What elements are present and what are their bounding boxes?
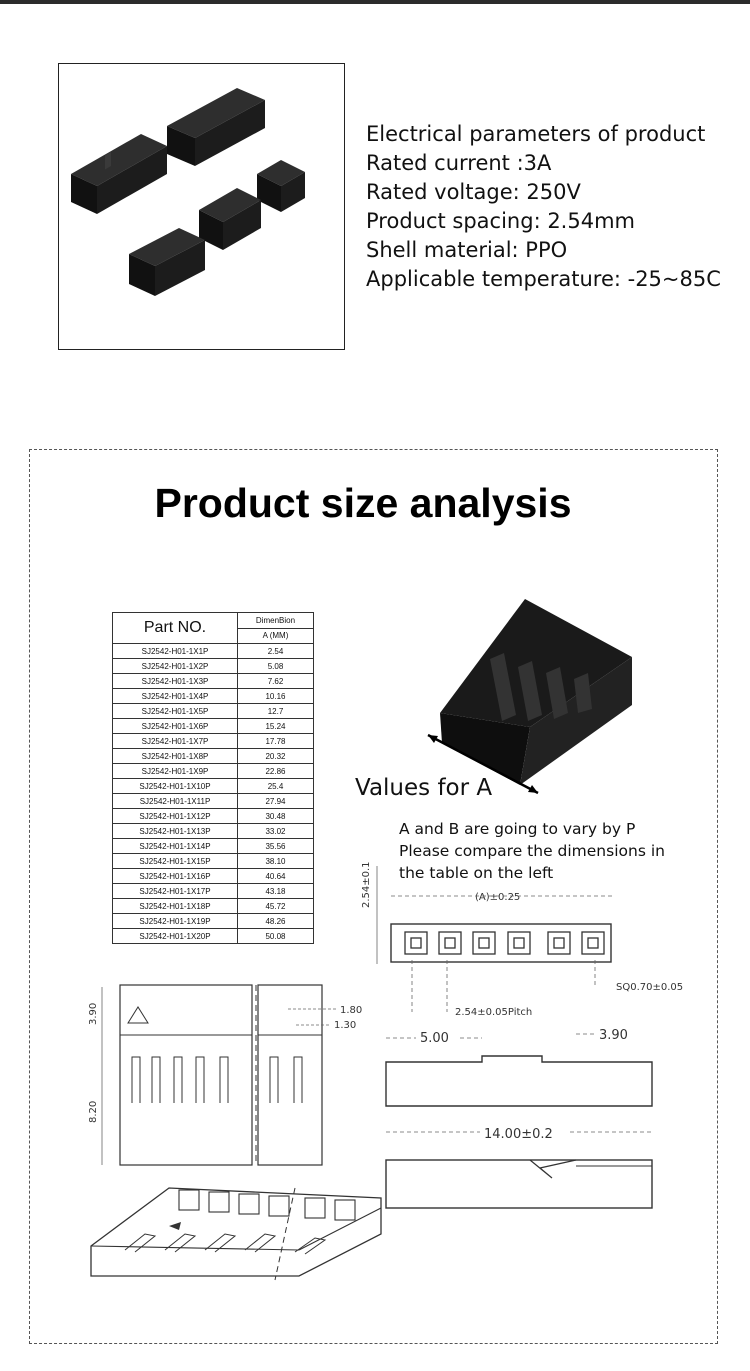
dim-3-90-left: 3.90: [88, 1002, 99, 1025]
part-number-cell: SJ2542-H01-1X13P: [113, 824, 238, 839]
a-mm-header: A (MM): [238, 628, 314, 644]
dimension-a-cell: 12.7: [238, 704, 314, 719]
dim-1-80: 1.80: [340, 1005, 363, 1016]
dimension-a-cell: 7.62: [238, 674, 314, 689]
connector-5pin-right: [167, 88, 265, 166]
dimension-a-cell: 27.94: [238, 794, 314, 809]
dimension-a-cell: 33.02: [238, 824, 314, 839]
part-number-cell: SJ2542-H01-1X6P: [113, 719, 238, 734]
part-number-cell: SJ2542-H01-1X11P: [113, 794, 238, 809]
dim-14-00: 14.00±0.2: [484, 1127, 553, 1142]
side-view-drawing: [380, 1020, 680, 1220]
part-number-cell: SJ2542-H01-1X12P: [113, 809, 238, 824]
top-view-drawing: [355, 860, 725, 1020]
table-row: [113, 869, 314, 884]
part-number-cell: SJ2542-H01-1X16P: [113, 869, 238, 884]
sq-dim: SQ0.70±0.05: [616, 982, 684, 993]
height-dim: 2.54±0.1: [361, 861, 372, 908]
connector-3pin-a: [199, 188, 261, 250]
table-row: [113, 644, 314, 659]
dimension-a-cell: 17.78: [238, 734, 314, 749]
table-row: [113, 659, 314, 674]
connector-2pin: [257, 160, 305, 212]
part-no-header: Part NO.: [113, 613, 238, 644]
product-photo: [58, 63, 345, 350]
dimension-a-cell: 5.08: [238, 659, 314, 674]
dimension-a-cell: 40.64: [238, 869, 314, 884]
connector-iso-drawing: [420, 595, 640, 805]
pitch-dim: 2.54±0.05Pitch: [455, 1007, 533, 1018]
connector-3pin-b: [129, 228, 205, 296]
param-shell-material: Shell material: PPO: [366, 238, 568, 262]
table-row: [113, 914, 314, 929]
param-temperature: Applicable temperature: -25~85C: [366, 267, 721, 291]
dimension-a-cell: 20.32: [238, 749, 314, 764]
part-number-cell: SJ2542-H01-1X9P: [113, 764, 238, 779]
dimension-a-cell: 10.16: [238, 689, 314, 704]
dim-1-30: 1.30: [334, 1020, 357, 1031]
top-bar: [0, 0, 750, 4]
a-dim: (A)±0.25: [475, 892, 521, 903]
dimension-a-cell: 2.54: [238, 644, 314, 659]
table-row: [113, 689, 314, 704]
part-number-cell: SJ2542-H01-1X15P: [113, 854, 238, 869]
table-row: [113, 749, 314, 764]
table-row: [113, 809, 314, 824]
front-view-drawing: [80, 985, 380, 1175]
dim-3-90: 3.90: [599, 1028, 628, 1043]
dimension-a-cell: 43.18: [238, 884, 314, 899]
table-row: [113, 764, 314, 779]
part-number-cell: SJ2542-H01-1X4P: [113, 689, 238, 704]
part-number-cell: SJ2542-H01-1X1P: [113, 644, 238, 659]
table-row: [113, 824, 314, 839]
table-row: [113, 899, 314, 914]
part-number-cell: SJ2542-H01-1X7P: [113, 734, 238, 749]
note-line-2: Please compare the dimensions in: [399, 842, 665, 860]
note-line-3: the table on the left: [399, 864, 554, 882]
dimension-a-cell: 30.48: [238, 809, 314, 824]
dim-5-00: 5.00: [420, 1031, 449, 1046]
table-row: [113, 929, 314, 944]
dimension-a-cell: 35.56: [238, 839, 314, 854]
dimension-a-cell: 45.72: [238, 899, 314, 914]
dimension-a-cell: 48.26: [238, 914, 314, 929]
dimension-a-cell: 38.10: [238, 854, 314, 869]
part-number-cell: SJ2542-H01-1X19P: [113, 914, 238, 929]
table-row: [113, 674, 314, 689]
table-row: [113, 839, 314, 854]
part-number-cell: SJ2542-H01-1X20P: [113, 929, 238, 944]
param-rated-current: Rated current :3A: [366, 151, 552, 175]
note-line-1: A and B are going to vary by P: [399, 820, 636, 838]
table-row: [113, 779, 314, 794]
dimension-a-cell: 25.4: [238, 779, 314, 794]
dimension-header: DimenBion: [238, 613, 314, 629]
part-number-cell: SJ2542-H01-1X3P: [113, 674, 238, 689]
part-number-cell: SJ2542-H01-1X8P: [113, 749, 238, 764]
part-number-cell: SJ2542-H01-1X2P: [113, 659, 238, 674]
table-row: [113, 854, 314, 869]
table-row: [113, 794, 314, 809]
electrical-parameters: [366, 120, 721, 294]
params-title: Electrical parameters of product: [366, 122, 706, 146]
dim-8-20: 8.20: [88, 1100, 99, 1123]
part-number-cell: SJ2542-H01-1X14P: [113, 839, 238, 854]
dimension-a-cell: 15.24: [238, 719, 314, 734]
table-row: [113, 704, 314, 719]
table-row: [113, 884, 314, 899]
dimension-a-cell: 22.86: [238, 764, 314, 779]
param-spacing: Product spacing: 2.54mm: [366, 209, 635, 233]
part-number-cell: SJ2542-H01-1X17P: [113, 884, 238, 899]
param-rated-voltage: Rated voltage: 250V: [366, 180, 581, 204]
section-title: Product size analysis: [154, 480, 572, 526]
dimension-a-cell: 50.08: [238, 929, 314, 944]
table-row: [113, 719, 314, 734]
part-dimension-table: [112, 612, 314, 944]
part-number-cell: SJ2542-H01-1X5P: [113, 704, 238, 719]
iso-outline-drawing: [85, 1180, 385, 1290]
table-row: [113, 734, 314, 749]
part-number-cell: SJ2542-H01-1X18P: [113, 899, 238, 914]
connector-5pin-left: [71, 134, 167, 214]
values-for-a-label: Values for A: [355, 775, 493, 801]
part-number-cell: SJ2542-H01-1X10P: [113, 779, 238, 794]
